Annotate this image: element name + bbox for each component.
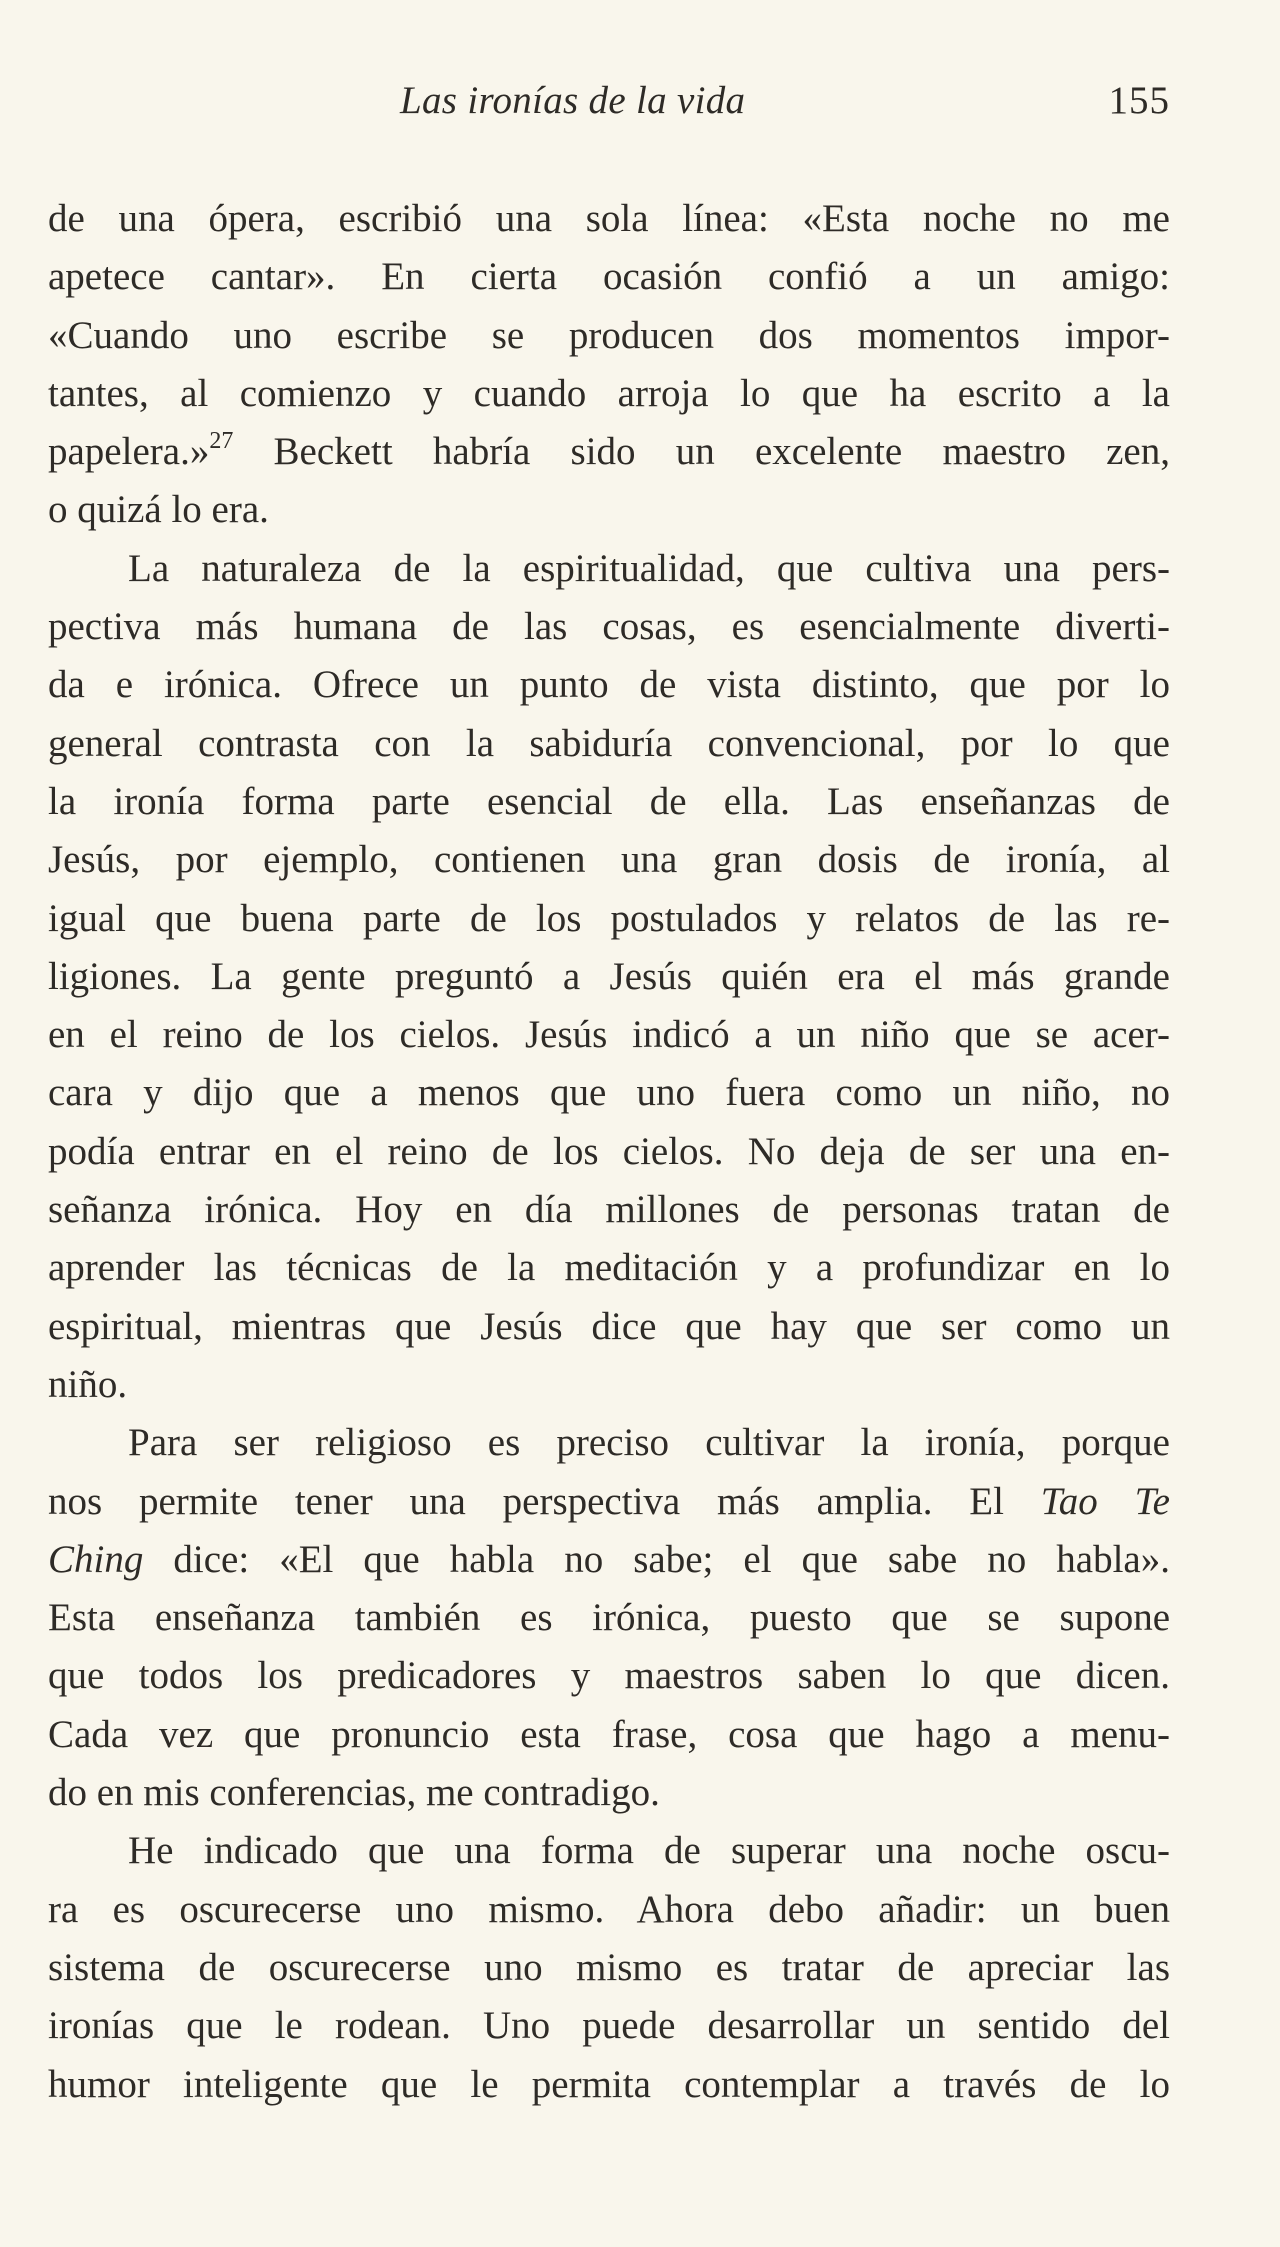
paragraph-1 [48, 190, 1170, 540]
book-title-italic: Ching [48, 1537, 144, 1581]
text-line: He indicado que una forma de superar una noche oscu- [128, 1829, 1170, 1873]
footnote-line-after: Beckett habría sido un excelente maestro zen, [233, 430, 1170, 474]
text-line: que todos los predicadores y maestros saben lo que dicen. [48, 1654, 1170, 1698]
text-line-with-title [48, 1531, 1170, 1589]
text-line: señanza irónica. Hoy en día millones de personas tratan de [48, 1188, 1170, 1232]
text-segment: dice: «El que habla no sabe; el que sabe no habla». [143, 1537, 1170, 1581]
text-line: Para ser religioso es preciso cultivar la ironía, porque [128, 1421, 1170, 1465]
footnote-reference: 27 [209, 428, 234, 455]
footnote-line-before: papelera.» [48, 430, 210, 474]
text-line: «Cuando uno escribe se producen dos momentos impor- [48, 313, 1170, 357]
text-line-last: do en mis conferencias, me contradigo. [48, 1771, 660, 1815]
text-line: general contrasta con la sabiduría convencional, por lo que [48, 721, 1170, 765]
text-line-last: niño. [48, 1362, 128, 1406]
text-line: Cada vez que pronuncio esta frase, cosa que hago a menu- [48, 1712, 1170, 1756]
text-line: da e irónica. Ofrece un punto de vista distinto, que por lo [48, 663, 1170, 707]
text-line: humor inteligente que le permita contemplar a través de lo [48, 2062, 1170, 2106]
text-line: en el reino de los cielos. Jesús indicó a un niño que se acer- [48, 1013, 1170, 1057]
paragraph-4 [48, 1822, 1170, 2113]
text-line-last: o quizá lo era. [48, 488, 269, 532]
text-line: Jesús, por ejemplo, contienen una gran dosis de ironía, al [48, 838, 1170, 882]
page-number: 155 [1108, 79, 1170, 122]
text-line: espiritual, mientras que Jesús dice que hay que ser como un [48, 1304, 1170, 1348]
text-line: tantes, al comienzo y cuando arroja lo que ha escrito a la [48, 371, 1170, 415]
text-line: ironías que le rodean. Uno puede desarrollar un sentido del [48, 2004, 1170, 2048]
text-line: podía entrar en el reino de los cielos. No deja de ser una en- [48, 1129, 1170, 1173]
text-line: ligiones. La gente preguntó a Jesús quién era el más grande [48, 954, 1170, 998]
text-line: ra es oscurecerse uno mismo. Ahora debo añadir: un buen [48, 1887, 1170, 1931]
text-line-with-title [48, 1473, 1170, 1531]
text-line: aprender las técnicas de la meditación y a profundizar en lo [48, 1246, 1170, 1290]
paragraph-3 [48, 1414, 1170, 1822]
paragraph-2 [48, 540, 1170, 1414]
running-title: Las ironías de la vida [400, 79, 746, 122]
text-line: sistema de oscurecerse uno mismo es tratar de apreciar las [48, 1945, 1170, 1989]
text-line: la ironía forma parte esencial de ella. Las enseñanzas de [48, 779, 1170, 823]
text-segment: nos permite tener una perspectiva más amplia. El [48, 1479, 1041, 1523]
text-line: apetece cantar». En cierta ocasión confió a un amigo: [48, 255, 1170, 299]
text-line: cara y dijo que a menos que uno fuera como un niño, no [48, 1071, 1170, 1115]
book-title-italic: Tao Te [1040, 1479, 1170, 1523]
text-line: pectiva más humana de las cosas, es esencialmente diverti- [48, 605, 1170, 649]
text-line-with-footnote [48, 423, 1170, 481]
text-line: La naturaleza de la espiritualidad, que cultiva una pers- [128, 546, 1170, 590]
body-text [48, 190, 1170, 2114]
text-line: Esta enseñanza también es irónica, puesto que se supone [48, 1596, 1170, 1640]
running-header [48, 78, 1170, 128]
text-line: de una ópera, escribió una sola línea: «Esta noche no me [48, 197, 1170, 240]
text-line: igual que buena parte de los postulados y relatos de las re- [48, 896, 1170, 940]
